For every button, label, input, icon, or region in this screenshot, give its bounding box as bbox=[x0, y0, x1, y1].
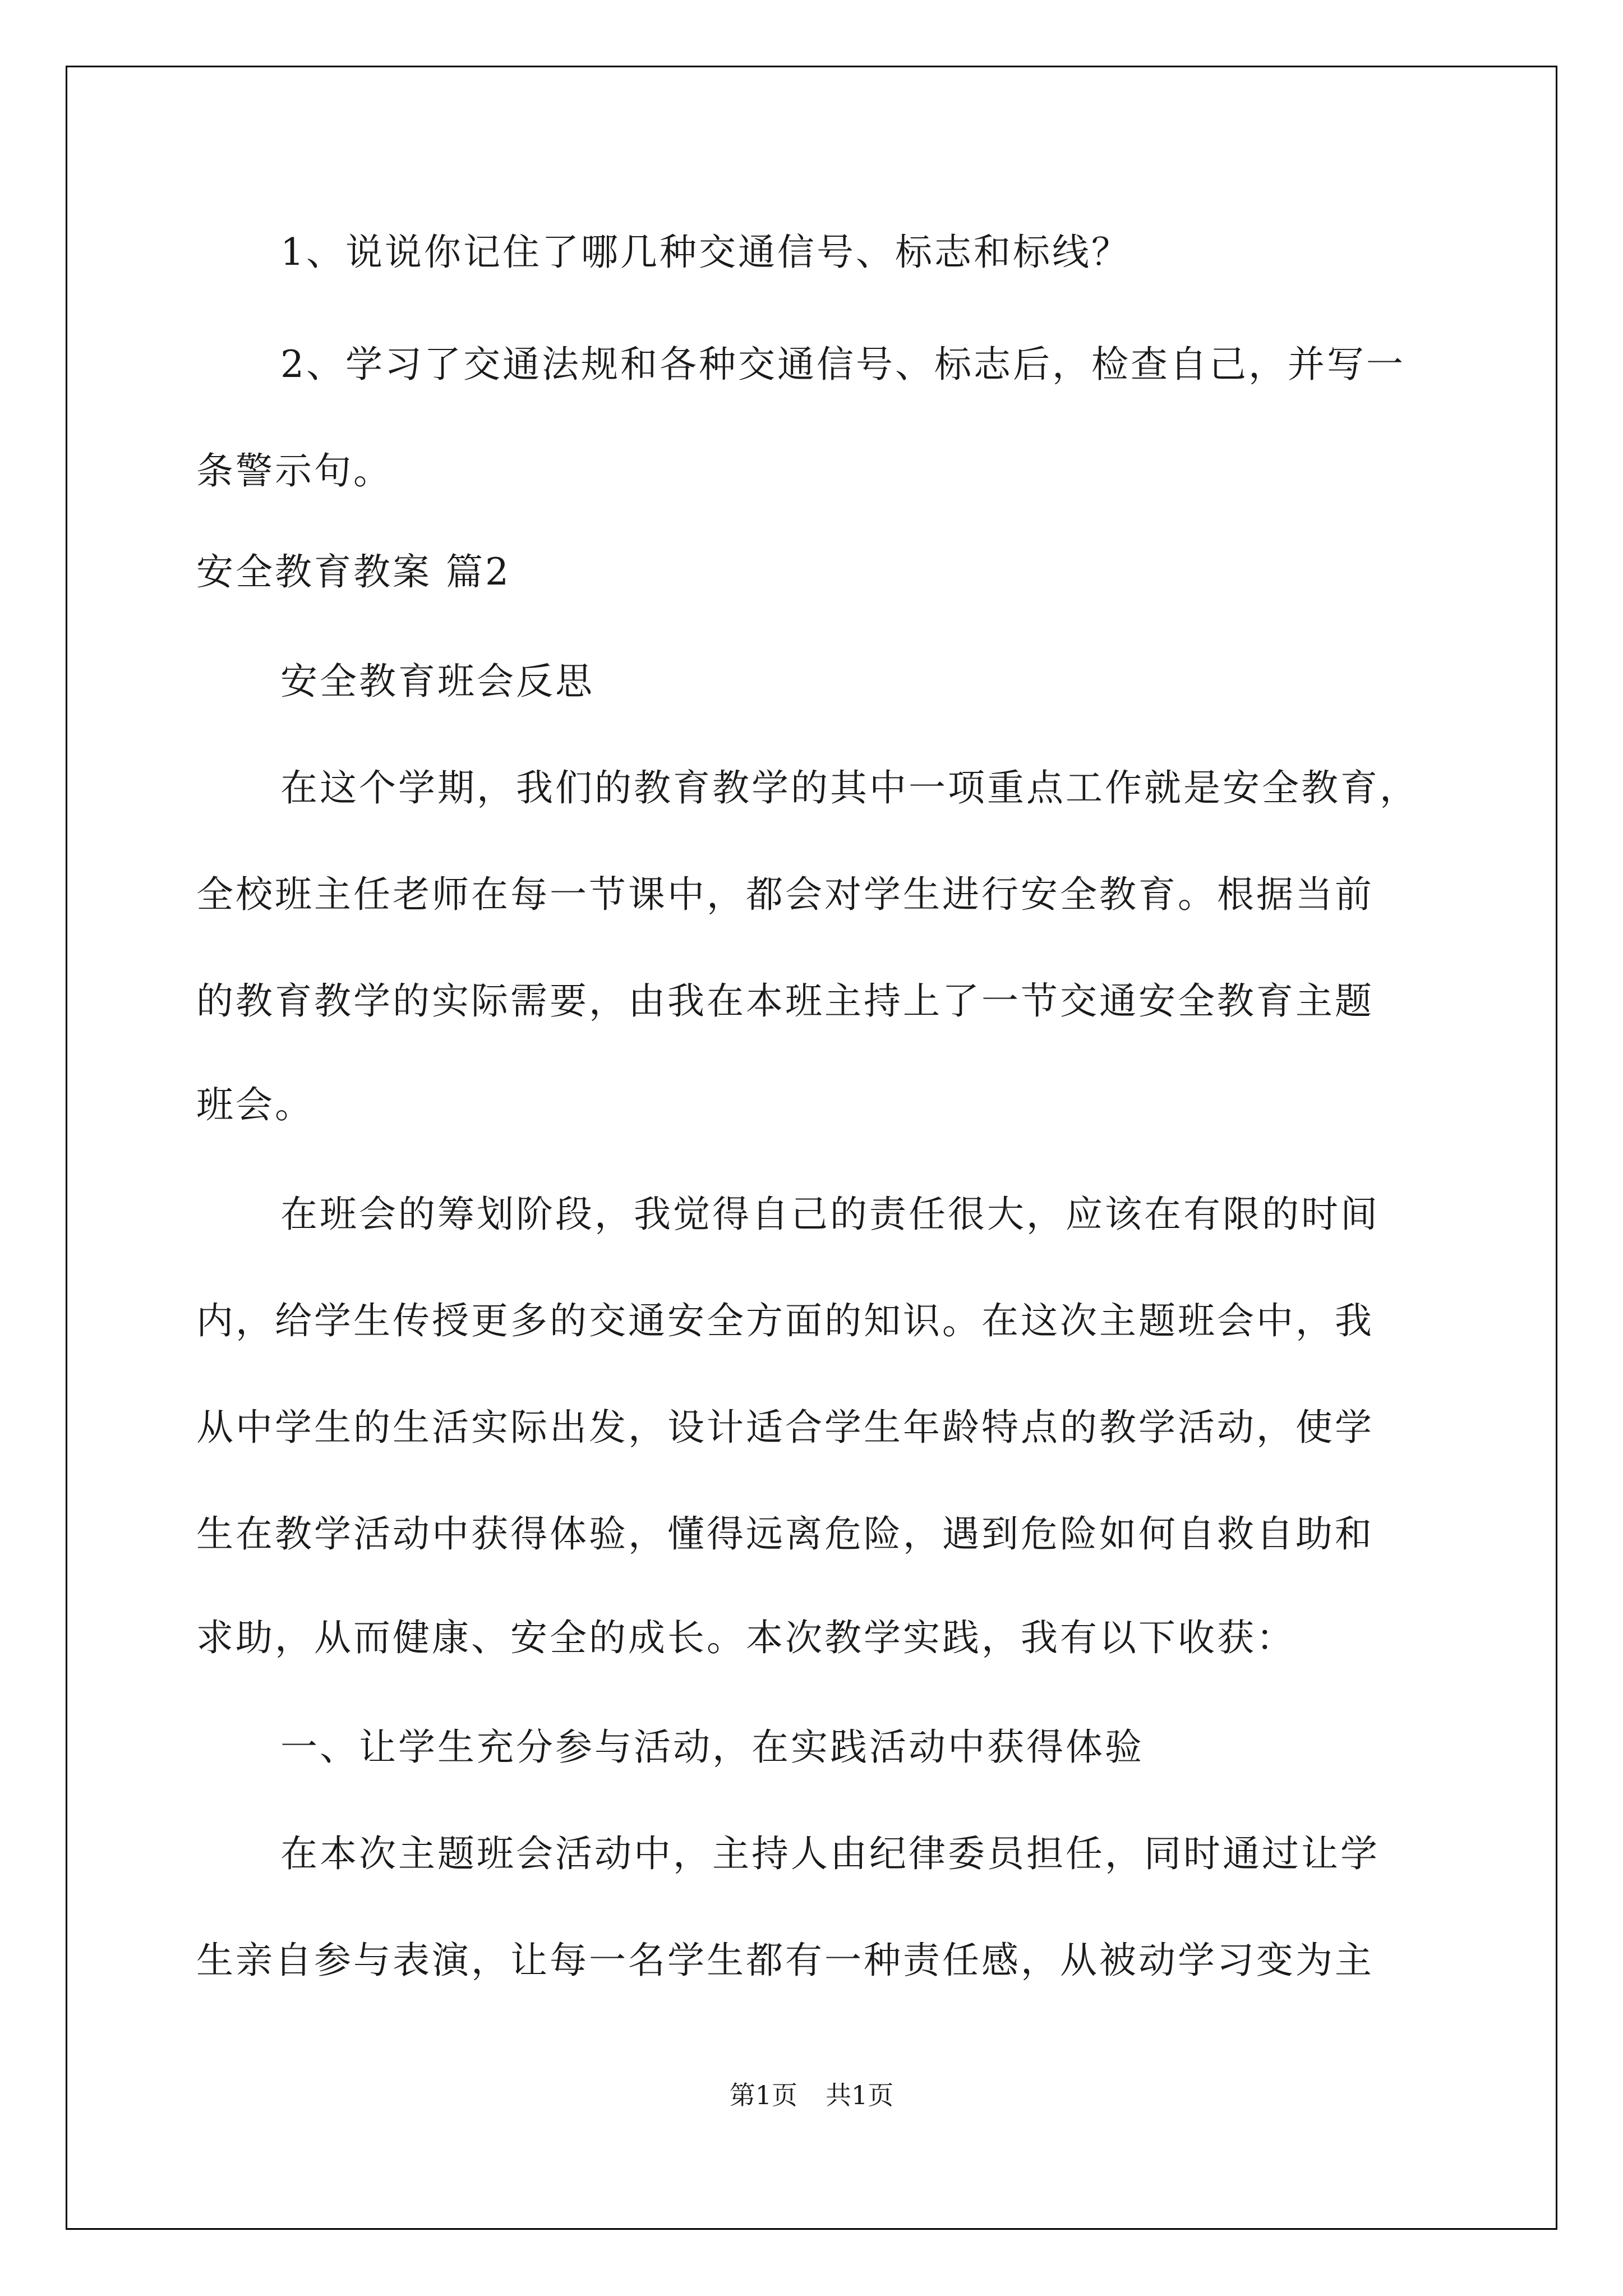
paragraph-1-line-3: 的教育教学的实际需要，由我在本班主持上了一节交通安全教育主题 bbox=[196, 979, 1374, 1023]
section-heading: 安全教育教案 篇2 bbox=[196, 550, 511, 593]
paragraph-1-line-2: 全校班主任老师在每一节课中，都会对学生进行安全教育。根据当前 bbox=[196, 873, 1374, 916]
paragraph-3-line-1: 在本次主题班会活动中，主持人由纪律委员担任，同时通过让学 bbox=[280, 1832, 1380, 1875]
page-number: 第1页 bbox=[729, 2080, 797, 2110]
paragraph-2-line-4: 生在教学活动中获得体验，懂得远离危险，遇到危险如何自救自助和 bbox=[196, 1512, 1374, 1556]
question-1: 1、说说你记住了哪几种交通信号、标志和标线？ bbox=[280, 231, 1131, 274]
paragraph-1-line-1: 在这个学期，我们的教育教学的其中一项重点工作就是安全教育， bbox=[280, 766, 1419, 809]
subtitle: 安全教育班会反思 bbox=[280, 660, 594, 703]
paragraph-2-line-1: 在班会的筹划阶段，我觉得自己的责任很大，应该在有限的时间 bbox=[280, 1193, 1380, 1236]
page-border bbox=[66, 66, 1557, 2230]
paragraph-1-line-4: 班会。 bbox=[196, 1083, 314, 1126]
paragraph-2-line-3: 从中学生的生活实际出发，设计适合学生年龄特点的教学活动，使学 bbox=[196, 1406, 1374, 1449]
page-total: 共1页 bbox=[826, 2080, 894, 2110]
point-1-heading: 一、让学生充分参与活动，在实践活动中获得体验 bbox=[280, 1726, 1144, 1769]
paragraph-2-line-5: 求助，从而健康、安全的成长。本次教学实践，我有以下收获： bbox=[196, 1616, 1295, 1659]
page-footer bbox=[0, 2078, 1623, 2112]
question-2-continued: 条警示句。 bbox=[196, 449, 393, 493]
question-2: 2、学习了交通法规和各种交通信号、标志后，检查自己，并写一 bbox=[280, 343, 1405, 386]
paragraph-3-line-2: 生亲自参与表演，让每一名学生都有一种责任感，从被动学习变为主 bbox=[196, 1939, 1374, 1982]
paragraph-2-line-2: 内，给学生传授更多的交通安全方面的知识。在这次主题班会中，我 bbox=[196, 1299, 1374, 1342]
